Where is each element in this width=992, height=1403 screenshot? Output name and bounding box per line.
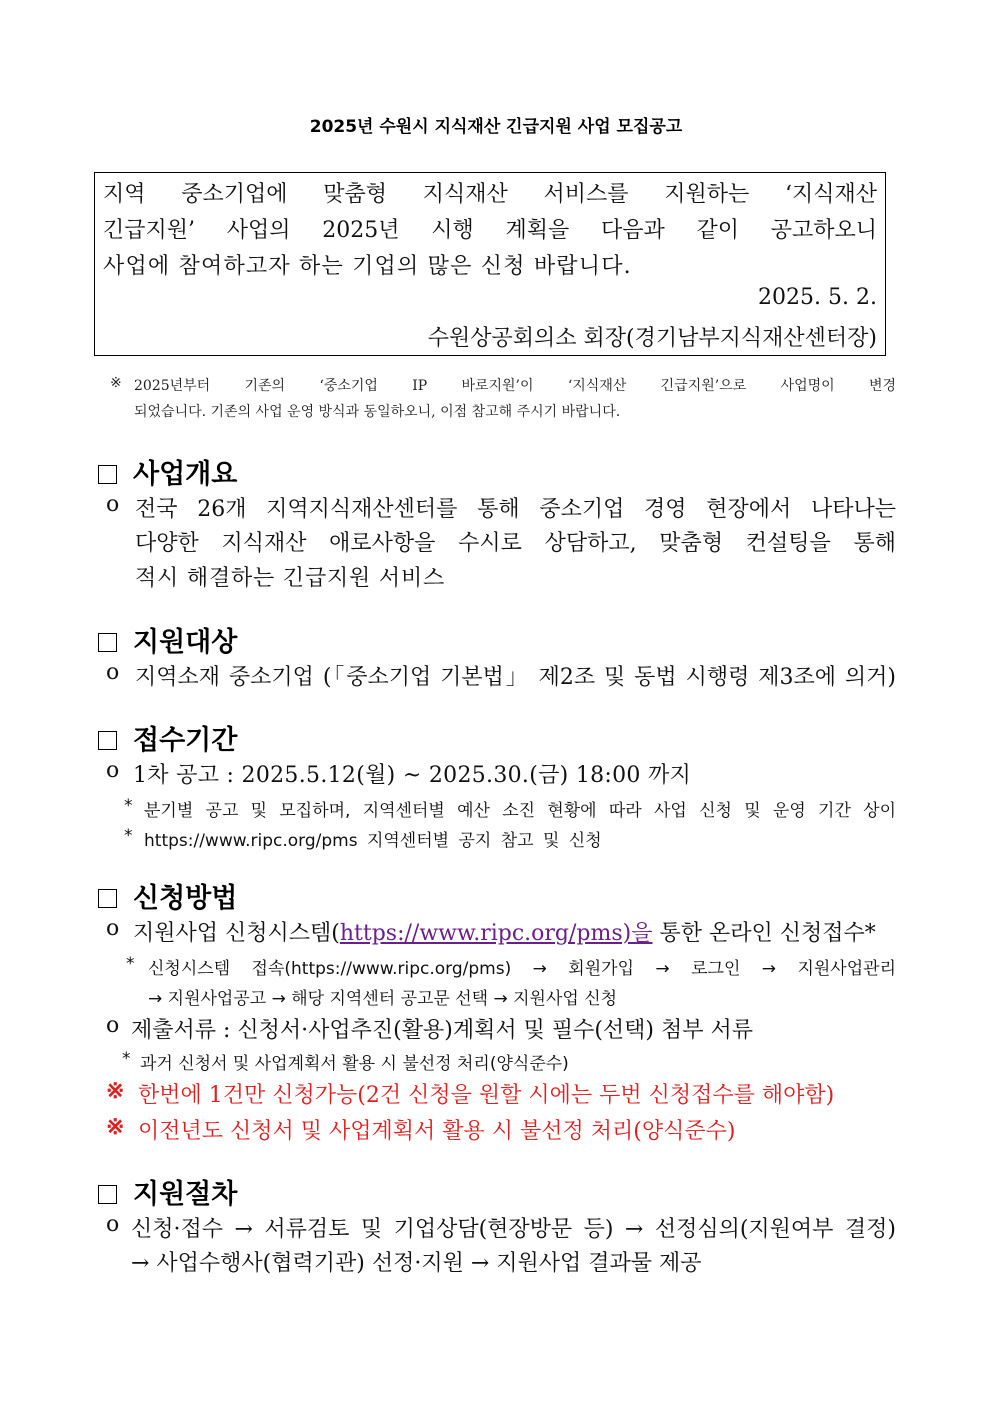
warning-mark-1: ※ (106, 1078, 125, 1104)
overview-line-2: 다양한 지식재산 애로사항을 수시로 상담하고, 맞춤형 컨설팅을 통해 (135, 531, 896, 556)
notice-line-2: 되었습니다. 기존의 사업 운영 방식과 동일하오니, 이점 참고해 주시기 바랍니다. (134, 404, 621, 420)
method-sub-2: → 지원사업공고 → 해당 지역센터 공고문 선택 → 지원사업 신청 (148, 989, 618, 1009)
overview-bullet: o (106, 492, 120, 517)
procedure-line-2: → 사업수행사(협력기관) 선정·지원 → 지원사업 결과물 제공 (131, 1251, 702, 1276)
method-line-1 (133, 916, 876, 947)
method-star: * (126, 954, 135, 974)
overview-line-1: 전국 26개 지역지식재산센터를 통해 중소기업 경영 현장에서 나타나는 (135, 497, 896, 522)
intro-line-3: 사업에 참여하고자 하는 기업의 많은 신청 바랍니다. (103, 254, 632, 279)
procedure-bullet: o (106, 1212, 120, 1237)
notice-line-1: 2025년부터 기존의 ‘중소기업 IP 바로지원’이 ‘지식재산 긴급지원’으로 사업명이 변경 (134, 378, 896, 394)
warning-1: 한번에 1건만 신청가능(2건 신청을 원할 시에는 두번 신청접수를 해야함) (138, 1083, 835, 1108)
section-procedure-title: 지원절차 (133, 1179, 238, 1210)
docs-text: 제출서류 : 신청서·사업추진(활용)계획서 및 필수(선택) 첨부 서류 (131, 1018, 753, 1043)
period-star-1: * (124, 796, 133, 816)
checkbox-square-icon (98, 1185, 117, 1204)
method-sub-1: 신청시스템 접속(https://www.ripc.org/pms) → 회원가입 → 로그인 → 지원사업관리 (148, 959, 896, 979)
section-method-title: 신청방법 (133, 883, 238, 914)
intro-line-2: 긴급지원’ 사업의 2025년 시행 계획을 다음과 같이 공고하오니 (103, 218, 877, 243)
section-procedure-heading (98, 1172, 237, 1211)
checkbox-square-icon (98, 731, 117, 750)
docs-star: * (122, 1049, 131, 1069)
warning-2: 이전년도 신청서 및 사업계획서 활용 시 불선정 처리(양식준수) (138, 1119, 736, 1144)
docs-note: 과거 신청서 및 사업계획서 활용 시 불선정 처리(양식준수) (140, 1054, 569, 1074)
warning-mark-2: ※ (106, 1114, 125, 1140)
ripc-pms-link[interactable]: https://www.ripc.org/pms)을 (339, 921, 653, 946)
section-overview-title: 사업개요 (133, 459, 238, 490)
target-text: 지역소재 중소기업 (「중소기업 기본법」 제2조 및 동법 시행령 제3조에 의거) (135, 665, 896, 690)
section-method-heading (98, 876, 237, 915)
method-bullet: o (106, 916, 120, 941)
overview-line-3: 적시 해결하는 긴급지원 서비스 (135, 566, 446, 591)
period-sub-1: 분기별 공고 및 모집하며, 지역센터별 예산 소진 현황에 따라 사업 신청 및 운영 기간 상이 (144, 801, 896, 821)
method-line-1-post: 통한 온라인 신청접수* (652, 921, 876, 946)
procedure-line-1: 신청·접수 → 서류검토 및 기업상담(현장방문 등) → 선정심의(지원여부 결정) (131, 1217, 896, 1242)
checkbox-square-icon (98, 633, 117, 652)
section-target-title: 지원대상 (133, 627, 238, 658)
section-overview-heading (98, 452, 237, 491)
checkbox-square-icon (98, 465, 117, 484)
intro-box (94, 172, 886, 356)
announcement-date: 2025. 5. 2. (758, 285, 877, 310)
period-sub-2: https://www.ripc.org/pms 지역센터별 공지 참고 및 신청 (144, 831, 602, 851)
method-line-1-pre: 지원사업 신청시스템( (133, 921, 340, 946)
target-bullet: o (106, 660, 120, 685)
period-text: 1차 공고 : 2025.5.12(월) ~ 2025.30.(금) 18:00 까지 (133, 763, 692, 788)
period-bullet: o (106, 758, 120, 783)
issuer: 수원상공회의소 회장(경기남부지식재산센터장) (427, 326, 877, 351)
intro-line-1: 지역 중소기업에 맞춤형 지식재산 서비스를 지원하는 ‘지식재산 (103, 182, 877, 207)
checkbox-square-icon (98, 889, 117, 908)
docs-bullet: o (106, 1013, 120, 1038)
section-period-heading (98, 718, 237, 757)
notice-mark: ※ (110, 375, 122, 391)
section-period-title: 접수기간 (133, 725, 238, 756)
period-star-2: * (124, 826, 133, 846)
section-target-heading (98, 620, 237, 659)
page-title: 2025년 수원시 지식재산 긴급지원 사업 모집공고 (309, 117, 683, 137)
